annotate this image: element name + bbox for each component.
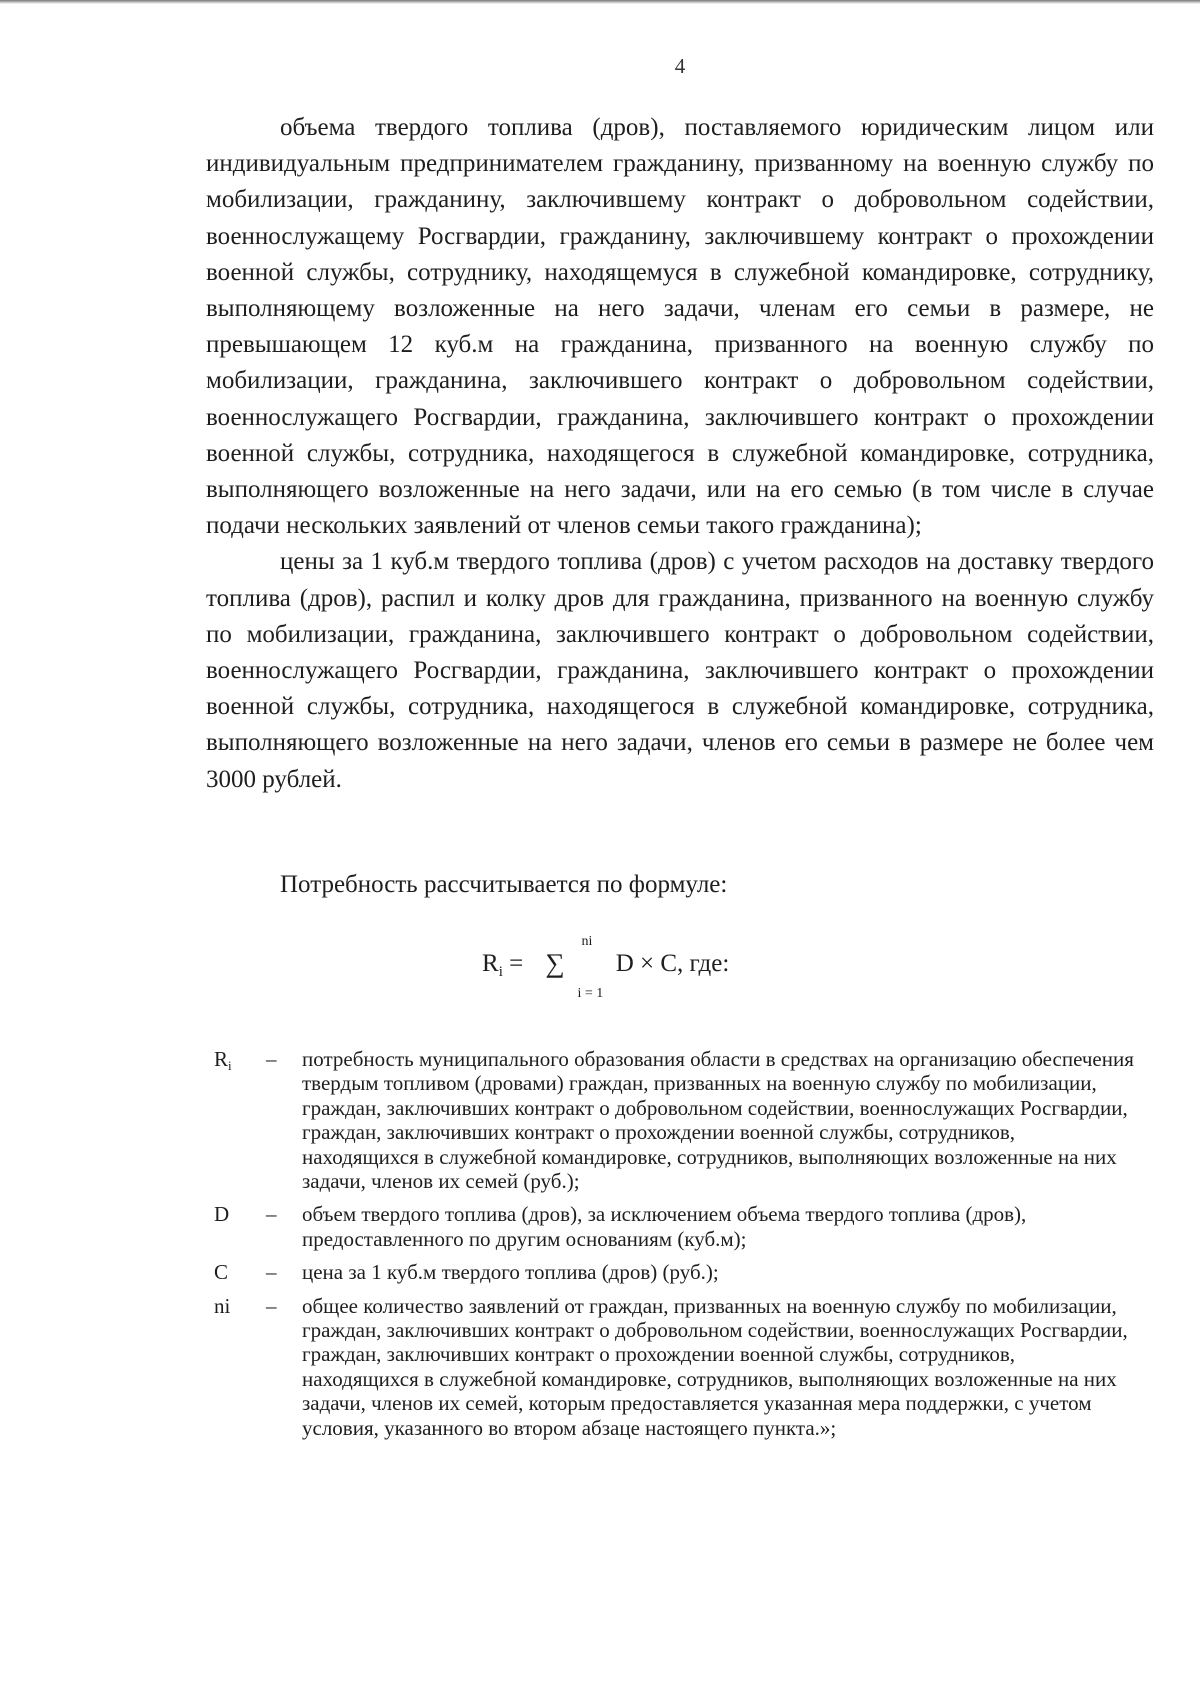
paragraph-volume: объема твердого топлива (дров), поставляемого юридическим лицом или индивидуальным предпринимателем гражданину, призванному на военную службу по мобилизации, гражданину, заключившему контракт о добровольном содействии, военнослужащему Росгвардии, гражданину, заключившему контракт о прохождении военной службы, сотруднику, находящемуся в служебной командировке, сотруднику, выполняющему возложенные на него задачи, членам его семьи в размере, не превышающем 12 куб.м на гражданина, призванного на военную службу по мобилизации, гражданина, заключившего контракт о добровольном содействии, военнослужащего Росгвардии, гражданина, заключившего контракт о прохождении военной службы, сотрудника, находящегося в служебной командировке, сотрудника, выполняющего возложенные на него задачи, или на его семью (в том числе в случае подачи нескольких заявлений от членов семьи такого гражданина); bbox=[206, 114, 1154, 540]
definition-dash: – bbox=[266, 1293, 277, 1318]
symbol-letter: C bbox=[214, 1260, 229, 1285]
definition-symbol bbox=[214, 1260, 266, 1284]
definition-text: объем твердого топлива (дров), за исключением объема твердого топлива (дров), предоставленного по другим основаниям (куб.м); bbox=[302, 1202, 1027, 1251]
definition-symbol bbox=[214, 1047, 266, 1193]
paragraph-price: цены за 1 куб.м твердого топлива (дров) с учетом расходов на доставку твердого топлива (дров), распил и колку дров для гражданина, призванного на военную службу по мобилизации, гражданина, заключившего контракт о добровольном содействии, военнослужащего Росгвардии, гражданина, заключившего контракт о прохождении военной службы, сотрудника, находящегося в служебной командировке, сотрудника, выполняющего возложенные на него задачи, членов его семьи в размере не более чем 3000 рублей. bbox=[206, 548, 1154, 793]
symbol-letter: R bbox=[214, 1047, 229, 1071]
formula-rhs: D × C, где: bbox=[615, 950, 730, 977]
definition-text: потребность муниципального образования области в средствах на организацию обеспечения твердым топливом (дровами) граждан, призванных на военную службу по мобилизации, граждан, заключивших контракт о добровольном содействии, военнослужащих Росгвардии, граждан, заключивших контракт о прохождении военной службы, сотрудников, находящихся в служебной командировке, сотрудников, выполняющих возложенные на них задачи, членов их семей (руб.); bbox=[302, 1047, 1134, 1194]
body-text bbox=[206, 110, 1154, 798]
sum-upper-limit: ni bbox=[581, 934, 593, 950]
scan-edge bbox=[0, 0, 1200, 4]
formula-intro: Потребность рассчитывается по формуле: bbox=[280, 871, 728, 898]
definition-dash: – bbox=[266, 1047, 277, 1071]
page-number: 4 bbox=[674, 54, 686, 78]
definition-text: цена за 1 куб.м твердого топлива (дров) (руб.); bbox=[302, 1260, 719, 1285]
definitions-list bbox=[214, 1047, 1154, 1449]
formula-lhs-subscript: i bbox=[498, 964, 503, 980]
sum-lower-limit: i = 1 bbox=[577, 986, 604, 1002]
definition-row-d bbox=[214, 1202, 1154, 1251]
definition-row-ni bbox=[214, 1294, 1154, 1440]
definition-row-c bbox=[214, 1260, 1154, 1284]
symbol-subscript: i bbox=[228, 1058, 232, 1073]
definition-dash: – bbox=[266, 1202, 277, 1227]
definition-text: общее количество заявлений от граждан, призванных на военную службу по мобилизации, граждан, заключивших контракт о добровольном содействии, военнослужащих Росгвардии, граждан, заключивших контракт о прохождении военной службы, сотрудников, находящихся в служебной командировке, сотрудников, выполняющих возложенные на них задачи, членов их семей, которым предоставляется указанная мера поддержки, с учетом условия, указанного во втором абзаце настоящего пункта.»; bbox=[302, 1293, 1128, 1440]
formula bbox=[482, 934, 730, 1002]
formula-equals: = bbox=[509, 950, 524, 977]
definition-symbol bbox=[214, 1202, 266, 1251]
definition-row-ri bbox=[214, 1047, 1154, 1193]
symbol-letter: ni bbox=[214, 1293, 231, 1318]
formula-lhs: R bbox=[482, 950, 499, 977]
definition-symbol bbox=[214, 1294, 266, 1440]
definition-dash: – bbox=[266, 1260, 277, 1285]
sigma-symbol: ∑ bbox=[545, 948, 565, 979]
symbol-letter: D bbox=[214, 1202, 230, 1227]
sum-operator bbox=[545, 934, 604, 1002]
